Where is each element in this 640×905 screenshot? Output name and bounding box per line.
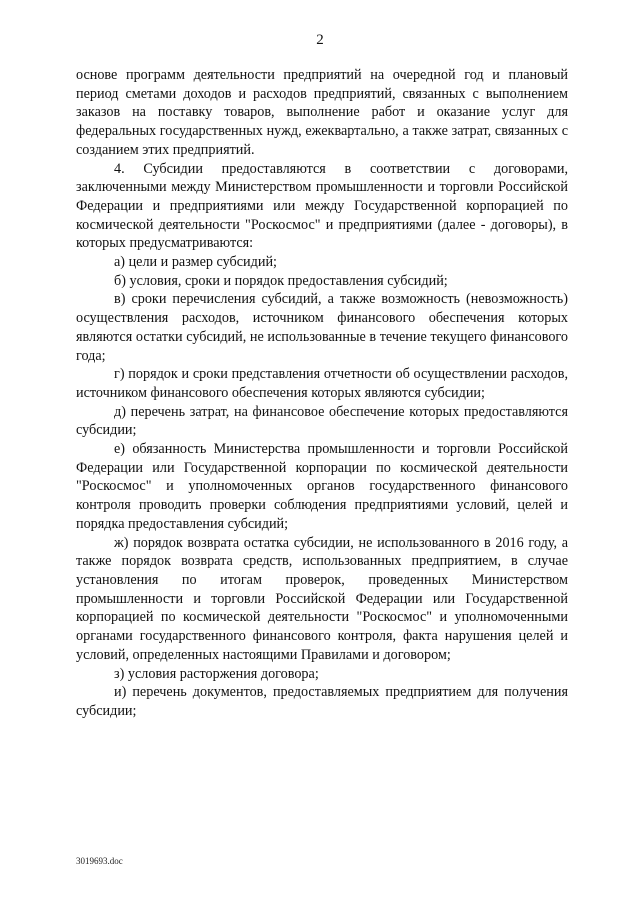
- list-item-z: з) условия расторжения договора;: [114, 665, 319, 682]
- list-item-v: в) сроки перечисления субсидий, а также возможность (невозможность) осуществления расходов, источником финансового обеспечения которых являются остатки субсидий, не использованные в течение текущего финансового года;: [76, 291, 568, 364]
- document-body: [76, 66, 568, 721]
- list-item-a: а) цели и размер субсидий;: [114, 254, 277, 271]
- footer-document-id: 3019693.doc: [76, 856, 123, 866]
- list-item-e: е) обязанность Министерства промышленности и торговли Российской Федерации или Государственной корпорации по космической деятельности "Роскосмос" и уполномоченных органов государственного финансового контроля проводить проверки соблюдения предприятиями условий, целей и порядка предоставления субсидий;: [76, 441, 568, 532]
- list-item-zh: ж) порядок возврата остатка субсидии, не использованного в 2016 году, а также порядок возврата средств, использованных предприятием, в случае установления по итогам проверок, проведенных Министерством промышленности и торговли Российской Федерации или Государственной корпорацией по космической деятельности "Роскосмос" и уполномоченными органами государственного финансового контроля, факта нарушения целей и условий, определенных настоящими Правилами и договором;: [76, 534, 568, 663]
- list-item-d: д) перечень затрат, на финансовое обеспечение которых предоставляются субсидии;: [76, 403, 568, 439]
- list-item-i: и) перечень документов, предоставляемых предприятием для получения субсидии;: [76, 684, 568, 719]
- paragraph-continuation: основе программ деятельности предприятий на очередной год и плановый период сметами доходов и расходов предприятий, связанных с выполнением заказов на поставку товаров, выполнение работ и оказание услуг для федеральных государственных нужд, ежеквартально, а также затрат, связанных с созданием этих предприятий.: [76, 67, 568, 158]
- paragraph-item-4: 4. Субсидии предоставляются в соответствии с договорами, заключенными между Министерством промышленности и торговли Российской Федерации и предприятиями или между Государственной корпорацией по космической деятельности "Роскосмос" и предприятиями (далее - договоры), в которых предусматриваются:: [76, 160, 568, 252]
- list-item-g: г) порядок и сроки представления отчетности об осуществлении расходов, источником финансового обеспечения которых являются субсидии;: [76, 366, 568, 401]
- page-number: 2: [316, 32, 324, 48]
- list-item-b: б) условия, сроки и порядок предоставления субсидий;: [114, 272, 448, 289]
